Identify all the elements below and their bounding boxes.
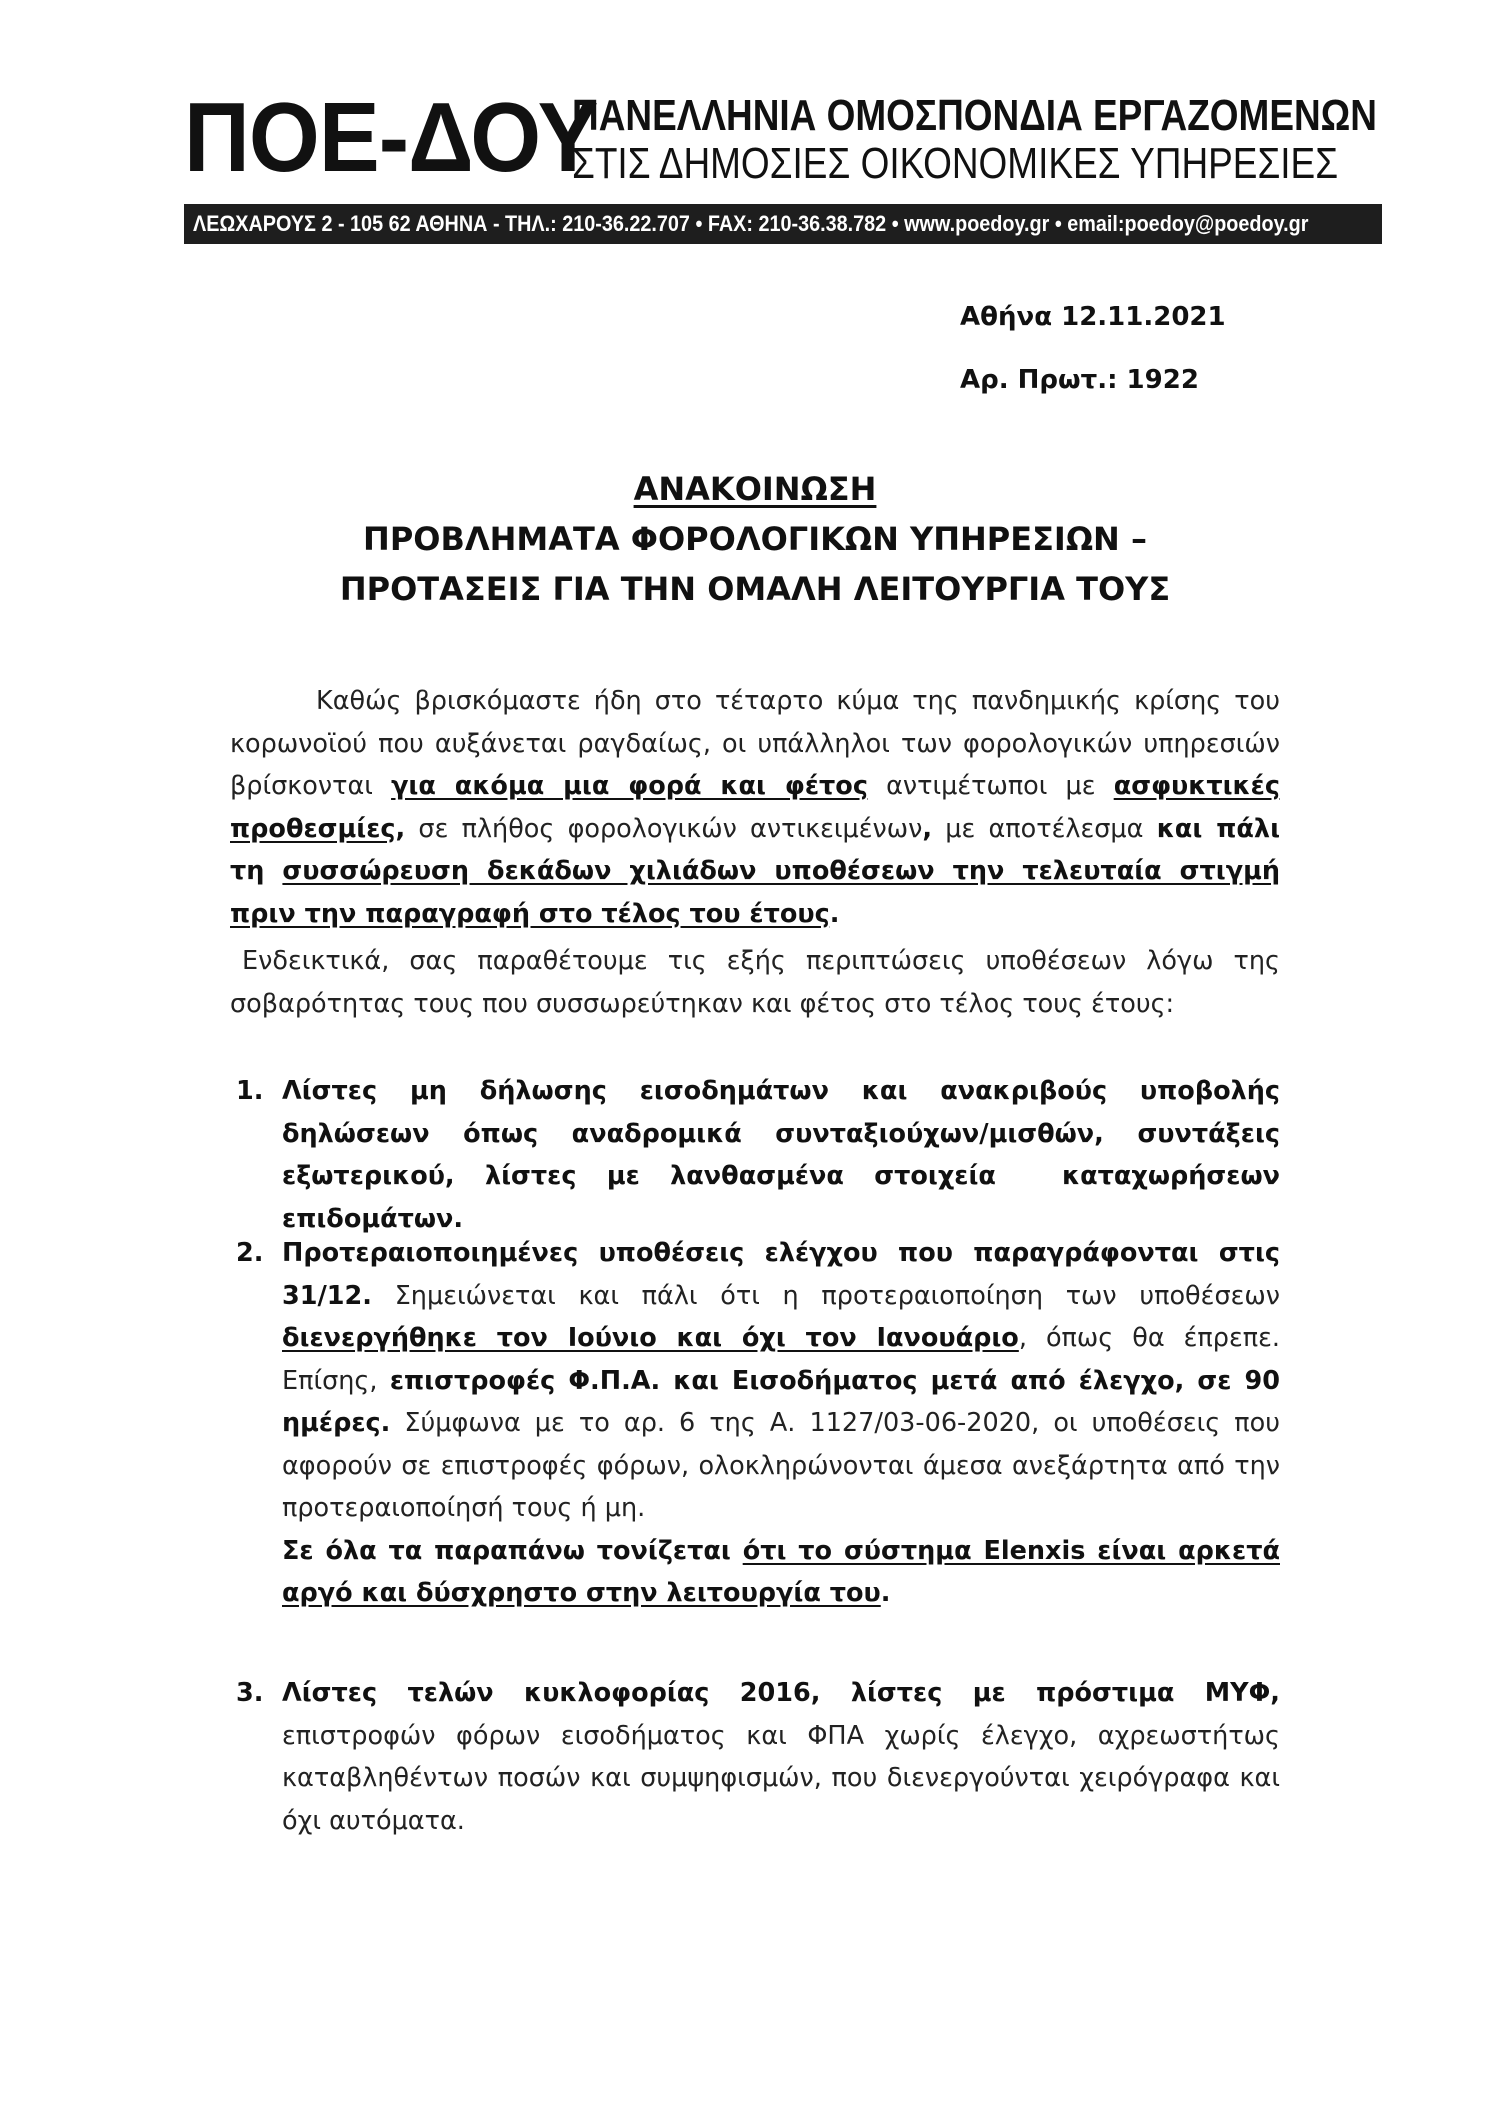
- text-run: .: [829, 898, 840, 929]
- text-run: , όπως θα έπρεπε. Επίσης,: [282, 1323, 1280, 1396]
- contact-info: ΛΕΩΧΑΡΟΥΣ 2 - 105 62 ΑΘΗΝΑ - ΤΗΛ.: 210-36.22.707 • FAX: 210-36.38.782 • www.poedoy.gr • email:poedoy@poedoy.gr: [193, 211, 1309, 236]
- text-run: Σημειώνεται και πάλι ότι η προτεραιοποίηση των υποθέσεων: [371, 1280, 1280, 1311]
- protocol-number: Αρ. Πρωτ.: 1922: [960, 365, 1199, 395]
- emphasis-run: Λίστες τελών κυκλοφορίας 2016, λίστες με πρόστιμα ΜΥΦ,: [282, 1678, 1280, 1708]
- text-run: .: [880, 1578, 891, 1608]
- organization-name: [572, 92, 1377, 188]
- text-run: επιστροφών φόρων εισοδήματος και ΦΠΑ χωρίς έλεγχο, αχρεωστήτως καταβληθέντων ποσών και συμψηφισμών, που διενεργούνται χειρόγραφα και όχι αυτόματα.: [282, 1720, 1280, 1836]
- emphasis-run: Προτεραιοποιημένες υποθέσεις ελέγχου που παραγράφονται στις 31/12.: [282, 1238, 1280, 1311]
- document-date: Αθήνα 12.11.2021: [960, 302, 1226, 332]
- title-line3: ΠΡΟΤΑΣΕΙΣ ΓΙΑ ΤΗΝ ΟΜΑΛΗ ΛΕΙΤΟΥΡΓΙΑ ΤΟΥΣ: [339, 570, 1171, 608]
- emphasis-run: για ακόμα μια φορά και φέτος: [391, 771, 868, 801]
- organization-name-line2: ΣΤΙΣ ΔΗΜΟΣΙΕΣ ΟΙΚΟΝΟΜΙΚΕΣ ΥΠΗΡΕΣΙΕΣ: [572, 139, 1339, 188]
- text-run: αντιμέτωποι με: [867, 771, 1114, 801]
- emphasis-run: ότι το σύστημα Elenxis είναι αρκετά αργό και δύσχρηστο στην λειτουργία του: [282, 1535, 1280, 1608]
- list-item: [230, 1232, 1280, 1615]
- text-run: ,: [395, 813, 406, 844]
- emphasis-run: Σε όλα τα παραπάνω τονίζεται: [282, 1535, 743, 1566]
- text-run: σε πλήθος φορολογικών αντικειμένων: [405, 813, 923, 844]
- text-run: ,: [922, 813, 933, 844]
- emphasis-run: συσσώρευση δεκάδων χιλιάδων υποθέσεων την τελευταία στιγμή πριν την παραγραφή στο τέλος του έτους: [230, 856, 1281, 929]
- emphasis-run: ασφυκτικές προθεσμίες: [230, 771, 1280, 844]
- title-announcement: ΑΝΑΚΟΙΝΩΣΗ: [633, 470, 877, 508]
- emphasis-run: καταχωρήσεων επιδομάτων.: [282, 1161, 1280, 1234]
- intro-paragraph: [230, 680, 1280, 935]
- text-run: με αποτέλεσμα: [932, 813, 1157, 844]
- list-number: 2.: [236, 1238, 264, 1268]
- emphasis-run: και πάλι τη: [230, 813, 1281, 886]
- organization-name-line1: ΠΑΝΕΛΛΗΝΙΑ ΟΜΟΣΠΟΝΔΙΑ ΕΡΓΑΖΟΜΕΝΩΝ: [572, 91, 1378, 140]
- cases-intro-paragraph: [230, 940, 1280, 1025]
- list-item: [230, 1672, 1280, 1842]
- list-number: 3.: [236, 1678, 264, 1708]
- document-title: [230, 464, 1280, 614]
- letterhead: [184, 82, 1384, 248]
- list-number: 1.: [236, 1076, 264, 1106]
- emphasis-run: επιστροφές Φ.Π.Α. και Εισοδήματος μετά από έλεγχο, σε 90 ημέρες.: [282, 1365, 1280, 1438]
- text-run: Καθώς βρισκόμαστε ήδη στο τέταρτο κύμα της πανδημικής κρίσης του κορωνοϊού που αυξάνεται ραγδαίως, οι υπάλληλοι των φορολογικών υπηρεσιών βρίσκονται: [230, 686, 1280, 801]
- title-line2: ΠΡΟΒΛΗΜΑΤΑ ΦΟΡΟΛΟΓΙΚΩΝ ΥΠΗΡΕΣΙΩΝ –: [363, 520, 1147, 558]
- text-run: Σύμφωνα με το αρ. 6 της Α. 1127/03-06-2020, οι υποθέσεις που αφορούν σε επιστροφές φόρων, ολοκληρώνονται άμεσα ανεξάρτητα από την προτεραιοποίησή τους ή μη.: [282, 1408, 1280, 1523]
- organization-logo: ΠΟΕ-ΔΟΥ: [184, 82, 598, 192]
- emphasis-run: Λίστες μη δήλωσης εισοδημάτων και ανακριβούς υποβολής δηλώσεων όπως αναδρομικά συνταξιούχων/μισθών, συντάξεις εξωτερικού, λίστες με λανθασμένα στοιχεία: [282, 1076, 1280, 1191]
- emphasis-run: διενεργήθηκε τον Ιούνιο και όχι τον Ιανουάριο: [282, 1323, 1019, 1353]
- item2-conclusion: [282, 1530, 1280, 1615]
- contact-bar: [184, 204, 1382, 244]
- text-run: Ενδεικτικά, σας παραθέτουμε τις εξής περιπτώσεις υποθέσεων λόγω της σοβαρότητας τους που συσσωρεύτηκαν και φέτος στο τέλος τους έτους:: [230, 946, 1280, 1019]
- list-item: [230, 1070, 1280, 1240]
